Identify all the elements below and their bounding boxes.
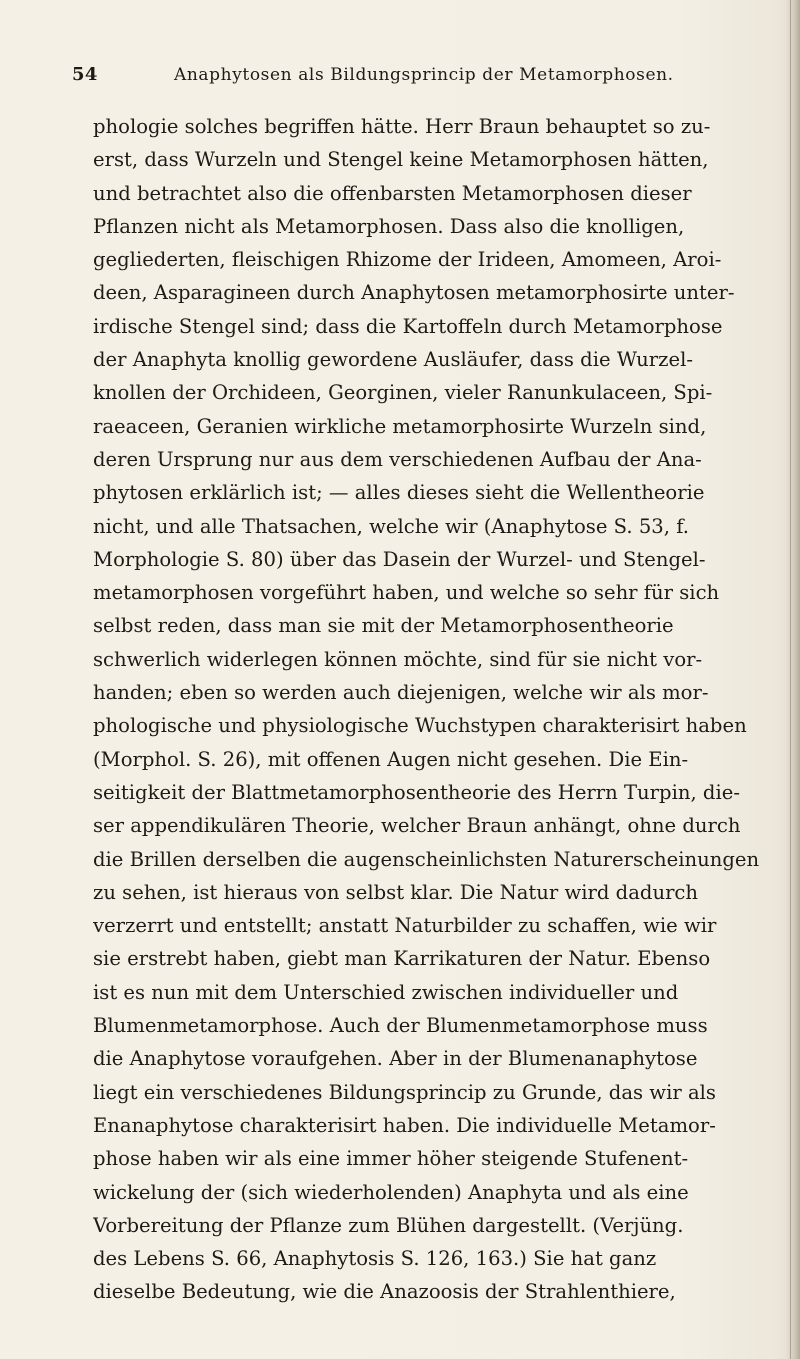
- text-line: phologische und physiologische Wuchstypen charakterisirt haben: [93, 714, 747, 738]
- text-line: raeaceen, Geranien wirkliche metamorphosirte Wurzeln sind,: [93, 414, 707, 438]
- text-line: ist es nun mit dem Unterschied zwischen individueller und: [93, 980, 679, 1004]
- text-line: dieselbe Bedeutung, wie die Anazoosis der Strahlenthiere,: [93, 1280, 676, 1304]
- text-line: die Anaphytose voraufgehen. Aber in der Blumenanaphytose: [93, 1047, 698, 1071]
- text-line: deren Ursprung nur aus dem verschiedenen Aufbau der Ana-: [93, 447, 702, 471]
- text-line: wickelung der (sich wiederholenden) Anaphyta und als eine: [93, 1180, 689, 1204]
- text-line: verzerrt und entstellt; anstatt Naturbilder zu schaffen, wie wir: [93, 914, 717, 938]
- text-line: Blumenmetamorphose. Auch der Blumenmetamorphose muss: [93, 1014, 708, 1038]
- text-line: (Morphol. S. 26), mit offenen Augen nicht gesehen. Die Ein-: [93, 747, 689, 771]
- text-line: phose haben wir als eine immer höher steigende Stufenent-: [93, 1147, 689, 1171]
- text-line: gegliederten, fleischigen Rhizome der Irideen, Amomeen, Aroi-: [93, 248, 722, 272]
- text-line: schwerlich widerlegen können möchte, sind für sie nicht vor-: [93, 647, 703, 671]
- text-line: der Anaphyta knollig gewordene Ausläufer, dass die Wurzel-: [93, 348, 693, 372]
- text-line: die Brillen derselben die augenscheinlichsten Naturerscheinungen: [93, 847, 760, 871]
- text-line: und betrachtet also die offenbarsten Metamorphosen dieser: [93, 181, 692, 205]
- text-line: seitigkeit der Blattmetamorphosentheorie des Herrn Turpin, die-: [93, 780, 740, 804]
- text-line: des Lebens S. 66, Anaphytosis S. 126, 163.) Sie hat ganz: [93, 1247, 657, 1271]
- text-line: irdische Stengel sind; dass die Kartoffeln durch Metamorphose: [93, 314, 723, 338]
- text-line: handen; eben so werden auch diejenigen, welche wir als mor-: [93, 681, 709, 705]
- running-head-title: Anaphytosen als Bildungsprincip der Metamorphosen.: [174, 65, 674, 85]
- text-line: Morphologie S. 80) über das Dasein der Wurzel- und Stengel-: [93, 547, 706, 571]
- text-line: ser appendikulären Theorie, welcher Braun anhängt, ohne durch: [93, 814, 741, 838]
- body-text: [93, 110, 778, 1309]
- text-line: erst, dass Wurzeln und Stengel keine Metamorphosen hätten,: [93, 148, 709, 172]
- text-line: Vorbereitung der Pflanze zum Blühen dargestellt. (Verjüng.: [93, 1213, 684, 1237]
- running-head: [72, 64, 732, 90]
- text-line: phologie solches begriffen hätte. Herr Braun behauptet so zu-: [93, 115, 711, 138]
- text-line: metamorphosen vorgeführt haben, und welche so sehr für sich: [93, 581, 720, 605]
- page-edge-line: [790, 0, 791, 1359]
- text-line: phytosen erklärlich ist; — alles dieses sieht die Wellentheorie: [93, 481, 705, 505]
- text-line: liegt ein verschiedenes Bildungsprincip zu Grunde, das wir als: [93, 1080, 716, 1104]
- text-line: selbst reden, dass man sie mit der Metamorphosentheorie: [93, 614, 674, 638]
- text-line: nicht, und alle Thatsachen, welche wir (Anaphytose S. 53, f.: [93, 514, 690, 538]
- text-line: knollen der Orchideen, Georginen, vieler Ranunkulaceen, Spi-: [93, 381, 713, 405]
- page-number: 54: [72, 64, 98, 85]
- text-line: Enanaphytose charakterisirt haben. Die individuelle Metamor-: [93, 1113, 716, 1137]
- text-line: sie erstrebt haben, giebt man Karrikaturen der Natur. Ebenso: [93, 947, 711, 971]
- page-edge-shadow: [786, 0, 800, 1359]
- text-line: zu sehen, ist hieraus von selbst klar. Die Natur wird dadurch: [93, 880, 699, 904]
- text-line: Pflanzen nicht als Metamorphosen. Dass also die knolligen,: [93, 214, 685, 238]
- text-line: deen, Asparagineen durch Anaphytosen metamorphosirte unter-: [93, 281, 735, 305]
